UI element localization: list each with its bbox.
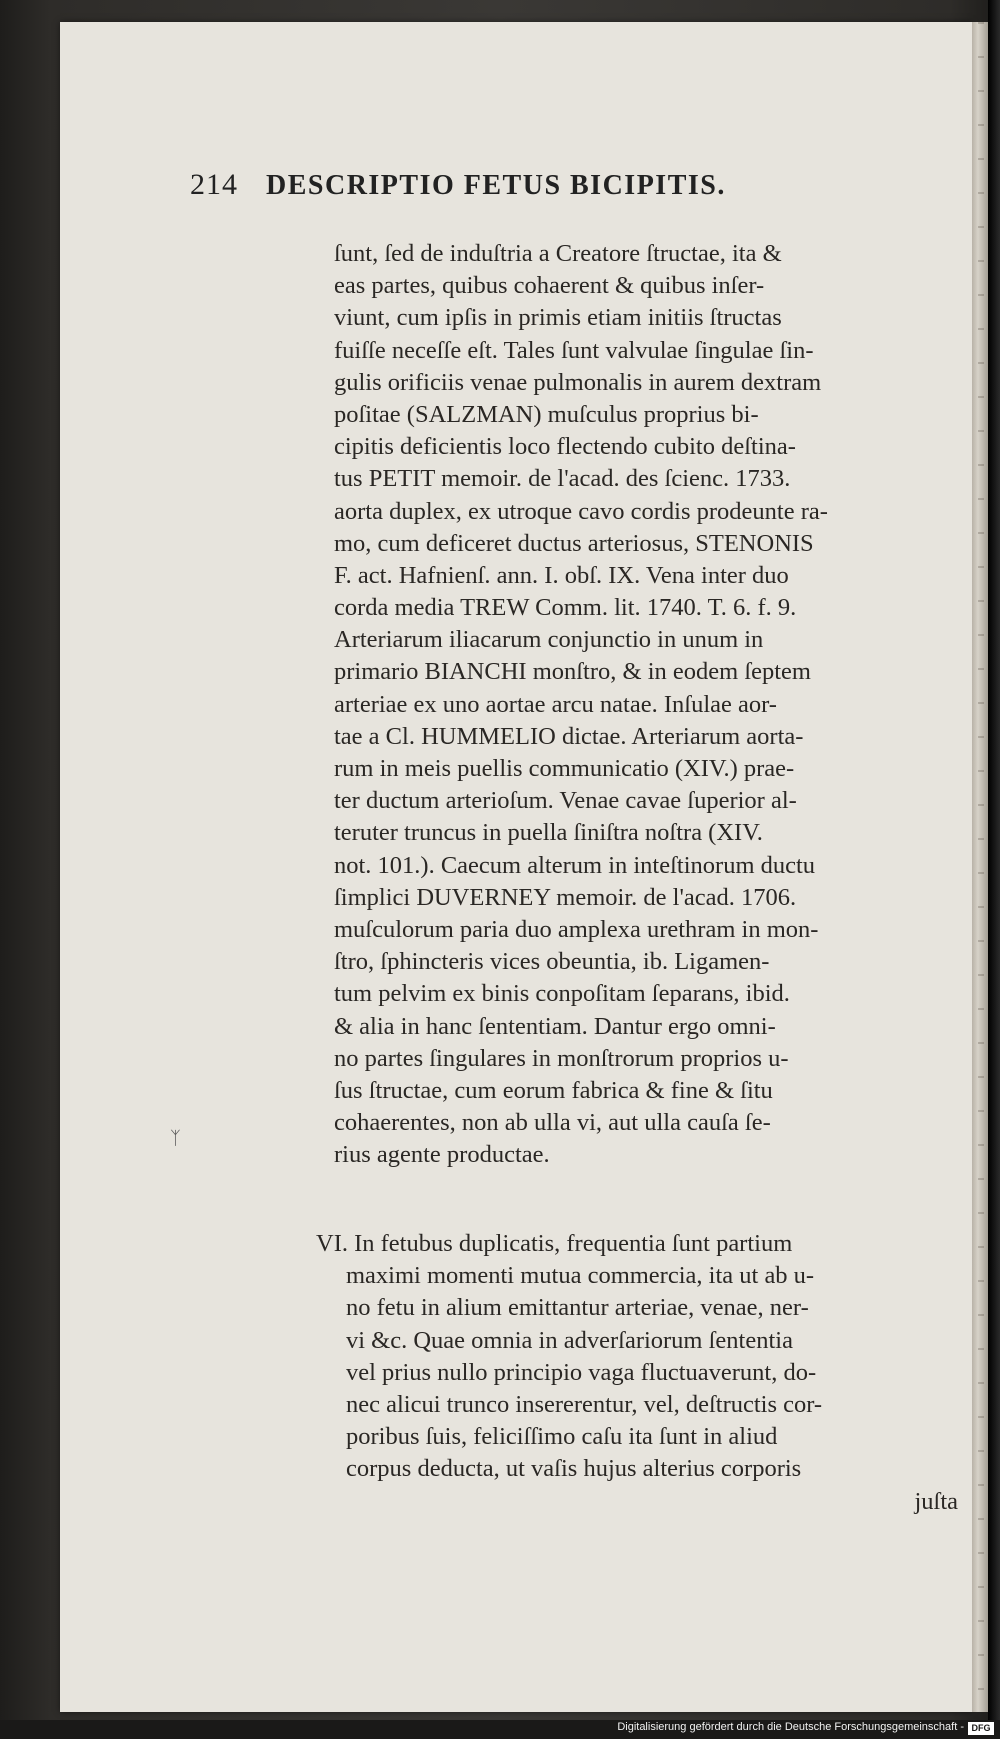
margin-mark: ᛉ bbox=[170, 1128, 181, 1148]
text-line: eas partes, quibus cohaerent & quibus inſer- bbox=[334, 272, 765, 300]
text-line: vi &c. Quae omnia in adverſariorum ſententia bbox=[346, 1326, 793, 1354]
text-line: vel prius nullo principio vaga fluctuaverunt, do- bbox=[346, 1358, 817, 1386]
text-line: ſunt, ſed de induſtria a Creatore ſtructae, ita & bbox=[334, 240, 782, 267]
text-line: poſitae (SALZMAN) muſculus proprius bi- bbox=[334, 400, 759, 428]
text-line: gulis orificiis venae pulmonalis in aurem dextram bbox=[334, 368, 822, 396]
text-line: no fetu in alium emittantur arteriae, venae, ner- bbox=[346, 1294, 809, 1322]
page-number: 214 bbox=[190, 168, 238, 201]
text-line: & alia in hanc ſententiam. Dantur ergo omni- bbox=[334, 1012, 776, 1040]
text-line: tae a Cl. HUMMELIO dictae. Arteriarum aorta- bbox=[334, 722, 804, 750]
text-line: ſimplici DUVERNEY memoir. de l'acad. 1706. bbox=[334, 883, 797, 911]
text-line: fuiſſe neceſſe eſt. Tales ſunt valvulae ſingulae ſin- bbox=[334, 336, 814, 364]
text-line: cipitis deficientis loco flectendo cubito deſtina- bbox=[334, 433, 796, 461]
text-line: tum pelvim ex binis conpoſitam ſeparans, ibid. bbox=[334, 980, 790, 1008]
text-line: no partes ſingulares in monſtrorum proprios u- bbox=[334, 1044, 789, 1072]
page-edge-marks bbox=[978, 22, 984, 1712]
text-line: maximi momenti mutua commercia, ita ut ab u- bbox=[346, 1262, 815, 1290]
text-line: ſtro, ſphincteris vices obeuntia, ib. Ligamen- bbox=[334, 948, 770, 976]
text-line: cohaerentes, non ab ulla vi, aut ulla cauſa ſe- bbox=[334, 1109, 771, 1137]
funding-note: Digitalisierung gefördert durch die Deutsche Forschungsgemeinschaft - bbox=[617, 1721, 964, 1733]
paragraph-1 bbox=[334, 238, 974, 1171]
text-line: F. act. Hafnienſ. ann. I. obſ. IX. Vena inter duo bbox=[334, 561, 789, 589]
text-line: Arteriarum iliacarum conjunctio in unum in bbox=[334, 626, 764, 654]
text-line: rius agente productae. bbox=[334, 1141, 550, 1169]
page-header bbox=[190, 168, 910, 208]
text-line: ſus ſtructae, cum eorum fabrica & fine & ſitu bbox=[334, 1076, 773, 1104]
text-line: not. 101.). Caecum alterum in inteſtinorum ductu bbox=[334, 851, 816, 879]
text-line: primario BIANCHI monſtro, & in eodem ſeptem bbox=[334, 658, 811, 686]
running-title: DESCRIPTIO FETUS BICIPITIS. bbox=[266, 170, 726, 201]
text-line: muſculorum paria duo amplexa urethram in mon- bbox=[334, 915, 819, 943]
binding-stripe bbox=[988, 0, 1000, 1720]
text-line: ter ductum arterioſum. Venae cavae ſuperior al- bbox=[334, 787, 797, 815]
text-line: nec alicui trunco insererentur, vel, deſtructis cor- bbox=[346, 1390, 823, 1418]
text-line: corpus deducta, ut vaſis hujus alterius corporis bbox=[346, 1455, 802, 1483]
text-line: aorta duplex, ex utroque cavo cordis prodeunte ra- bbox=[334, 497, 828, 525]
text-line: poribus ſuis, feliciſſimo caſu ita ſunt in aliud bbox=[346, 1423, 778, 1451]
catchword: juſta bbox=[914, 1487, 958, 1515]
paragraph-2 bbox=[316, 1228, 976, 1518]
text-line: arteriae ex uno aortae arcu natae. Inſulae aor- bbox=[334, 690, 777, 718]
text-line: rum in meis puellis communicatio (XIV.) prae- bbox=[334, 755, 795, 782]
text-line: mo, cum deficeret ductus arteriosus, STENONIS bbox=[334, 529, 814, 557]
dfg-logo: DFG bbox=[968, 1722, 994, 1735]
text-line: tus PETIT memoir. de l'acad. des ſcienc. 1733. bbox=[334, 465, 791, 493]
text-line: VI. In fetubus duplicatis, frequentia ſunt partium bbox=[316, 1230, 793, 1257]
text-line: viunt, cum ipſis in primis etiam initiis ſtructas bbox=[334, 304, 782, 332]
text-line: teruter truncus in puella ſiniſtra noſtra (XIV. bbox=[334, 819, 763, 847]
text-line: corda media TREW Comm. lit. 1740. T. 6. f. 9. bbox=[334, 594, 797, 622]
